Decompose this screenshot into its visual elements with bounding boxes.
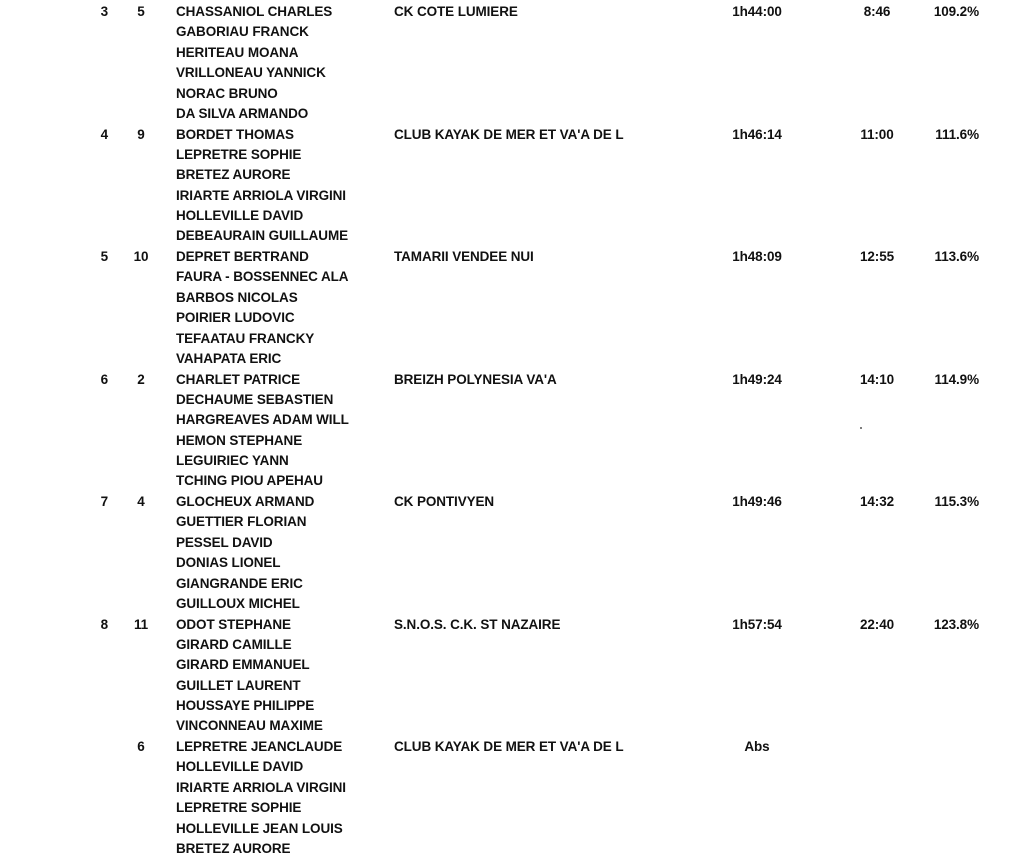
crew-member: BARBOS NICOLAS (176, 289, 298, 305)
finish-time: Abs (744, 739, 770, 754)
crew-list (176, 737, 346, 859)
crew-member: LEPRETRE SOPHIE (176, 800, 302, 816)
crew-member: DA SILVA ARMANDO (176, 105, 309, 121)
crew-member: ODOT STEPHANE (176, 616, 291, 632)
crew-member: BORDET THOMAS (176, 126, 294, 142)
crew-member: DEPRET BERTRAND (176, 249, 309, 264)
club-name: CLUB KAYAK DE MER ET VA'A DE L (394, 126, 624, 142)
time-gap: 14:10 (859, 371, 895, 387)
crew-member: GABORIAU FRANCK (176, 24, 309, 40)
crew-member: LEPRETRE SOPHIE (176, 146, 302, 162)
finish-time: 1h48:09 (732, 249, 782, 264)
crew-member: TCHING PIOU APEHAU (176, 473, 323, 489)
time-percent: 115.3% (934, 494, 979, 509)
club-name: CK PONTIVYEN (394, 494, 495, 509)
time-percent: 111.6% (935, 126, 979, 142)
time-gap: 14:32 (859, 494, 895, 509)
crew-member: CHASSANIOL CHARLES (176, 4, 333, 19)
finish-time: 1h49:46 (732, 494, 782, 509)
crew-member: GIANGRANDE ERIC (176, 575, 303, 591)
scan-speck (860, 427, 862, 429)
rank: 5 (100, 249, 108, 264)
crew-member: LEPRETRE JEANCLAUDE (176, 739, 343, 754)
crew-list (176, 125, 348, 247)
time-gap: 11:00 (860, 126, 894, 142)
bib-number: 9 (137, 126, 145, 142)
club-name: BREIZH POLYNESIA VA'A (394, 371, 557, 387)
finish-time: 1h49:24 (732, 371, 782, 387)
time-percent: 113.6% (934, 249, 979, 264)
bib-number: 10 (133, 249, 149, 264)
crew-member: HOLLEVILLE DAVID (176, 759, 304, 775)
rank: 3 (100, 4, 108, 19)
time-percent: 109.2% (933, 4, 979, 19)
club-name: S.N.O.S. C.K. ST NAZAIRE (394, 616, 561, 632)
crew-member: VINCONNEAU MAXIME (176, 718, 323, 734)
time-percent: 114.9% (934, 371, 979, 387)
crew-member: CHARLET PATRICE (176, 371, 300, 387)
crew-list (176, 492, 314, 614)
crew-member: HEMON STEPHANE (176, 432, 303, 448)
crew-list (176, 615, 323, 737)
crew-member: DEBEAURAIN GUILLAUME (176, 228, 348, 244)
crew-member: GIRARD CAMILLE (176, 636, 292, 652)
rank: 7 (100, 494, 108, 509)
crew-member: GUILLOUX MICHEL (176, 595, 300, 611)
crew-member: NORAC BRUNO (176, 85, 278, 101)
crew-member: HOLLEVILLE DAVID (176, 208, 304, 224)
bib-number: 4 (137, 494, 145, 509)
crew-member: DECHAUME SEBASTIEN (176, 391, 334, 407)
crew-member: FAURA - BOSSENNEC ALA (176, 269, 349, 285)
crew-member: GLOCHEUX ARMAND (176, 494, 315, 509)
crew-member: LEGUIRIEC YANN (176, 453, 289, 469)
crew-member: IRIARTE ARRIOLA VIRGINI (176, 187, 346, 203)
crew-member: HARGREAVES ADAM WILL (176, 412, 349, 428)
crew-list (176, 2, 332, 124)
crew-list (176, 370, 349, 492)
bib-number: 11 (133, 616, 149, 632)
finish-time: 1h57:54 (732, 616, 782, 632)
crew-member: BRETEZ AURORE (176, 840, 291, 856)
crew-member: IRIARTE ARRIOLA VIRGINI (176, 779, 346, 795)
time-percent: 123.8% (933, 616, 979, 632)
crew-member: PESSEL DAVID (176, 534, 273, 550)
club-name: TAMARII VENDEE NUI (394, 249, 534, 264)
rank: 6 (100, 371, 108, 387)
crew-member: POIRIER LUDOVIC (176, 310, 295, 326)
crew-member: BRETEZ AURORE (176, 167, 291, 183)
crew-member: TEFAATAU FRANCKY (176, 330, 315, 346)
crew-member: HOLLEVILLE JEAN LOUIS (176, 820, 343, 836)
rank: 8 (100, 616, 108, 632)
crew-member: GUILLET LAURENT (176, 677, 301, 693)
crew-member: GIRARD EMMANUEL (176, 657, 310, 673)
club-name: CK COTE LUMIERE (394, 4, 518, 19)
finish-time: 1h46:14 (732, 126, 782, 142)
bib-number: 5 (137, 4, 145, 19)
bib-number: 2 (137, 371, 145, 387)
time-gap: 22:40 (859, 616, 895, 632)
crew-member: HOUSSAYE PHILIPPE (176, 698, 315, 714)
crew-member: VAHAPATA ERIC (176, 350, 282, 366)
rank: 4 (100, 126, 108, 142)
finish-time: 1h44:00 (732, 4, 782, 19)
time-gap: 8:46 (863, 4, 891, 19)
crew-list (176, 247, 348, 369)
crew-member: GUETTIER FLORIAN (176, 514, 307, 530)
crew-member: VRILLONEAU YANNICK (176, 65, 326, 81)
time-gap: 12:55 (859, 249, 895, 264)
crew-member: DONIAS LIONEL (176, 555, 281, 571)
club-name: CLUB KAYAK DE MER ET VA'A DE L (394, 739, 624, 754)
bib-number: 6 (137, 739, 145, 754)
crew-member: HERITEAU MOANA (176, 44, 299, 60)
